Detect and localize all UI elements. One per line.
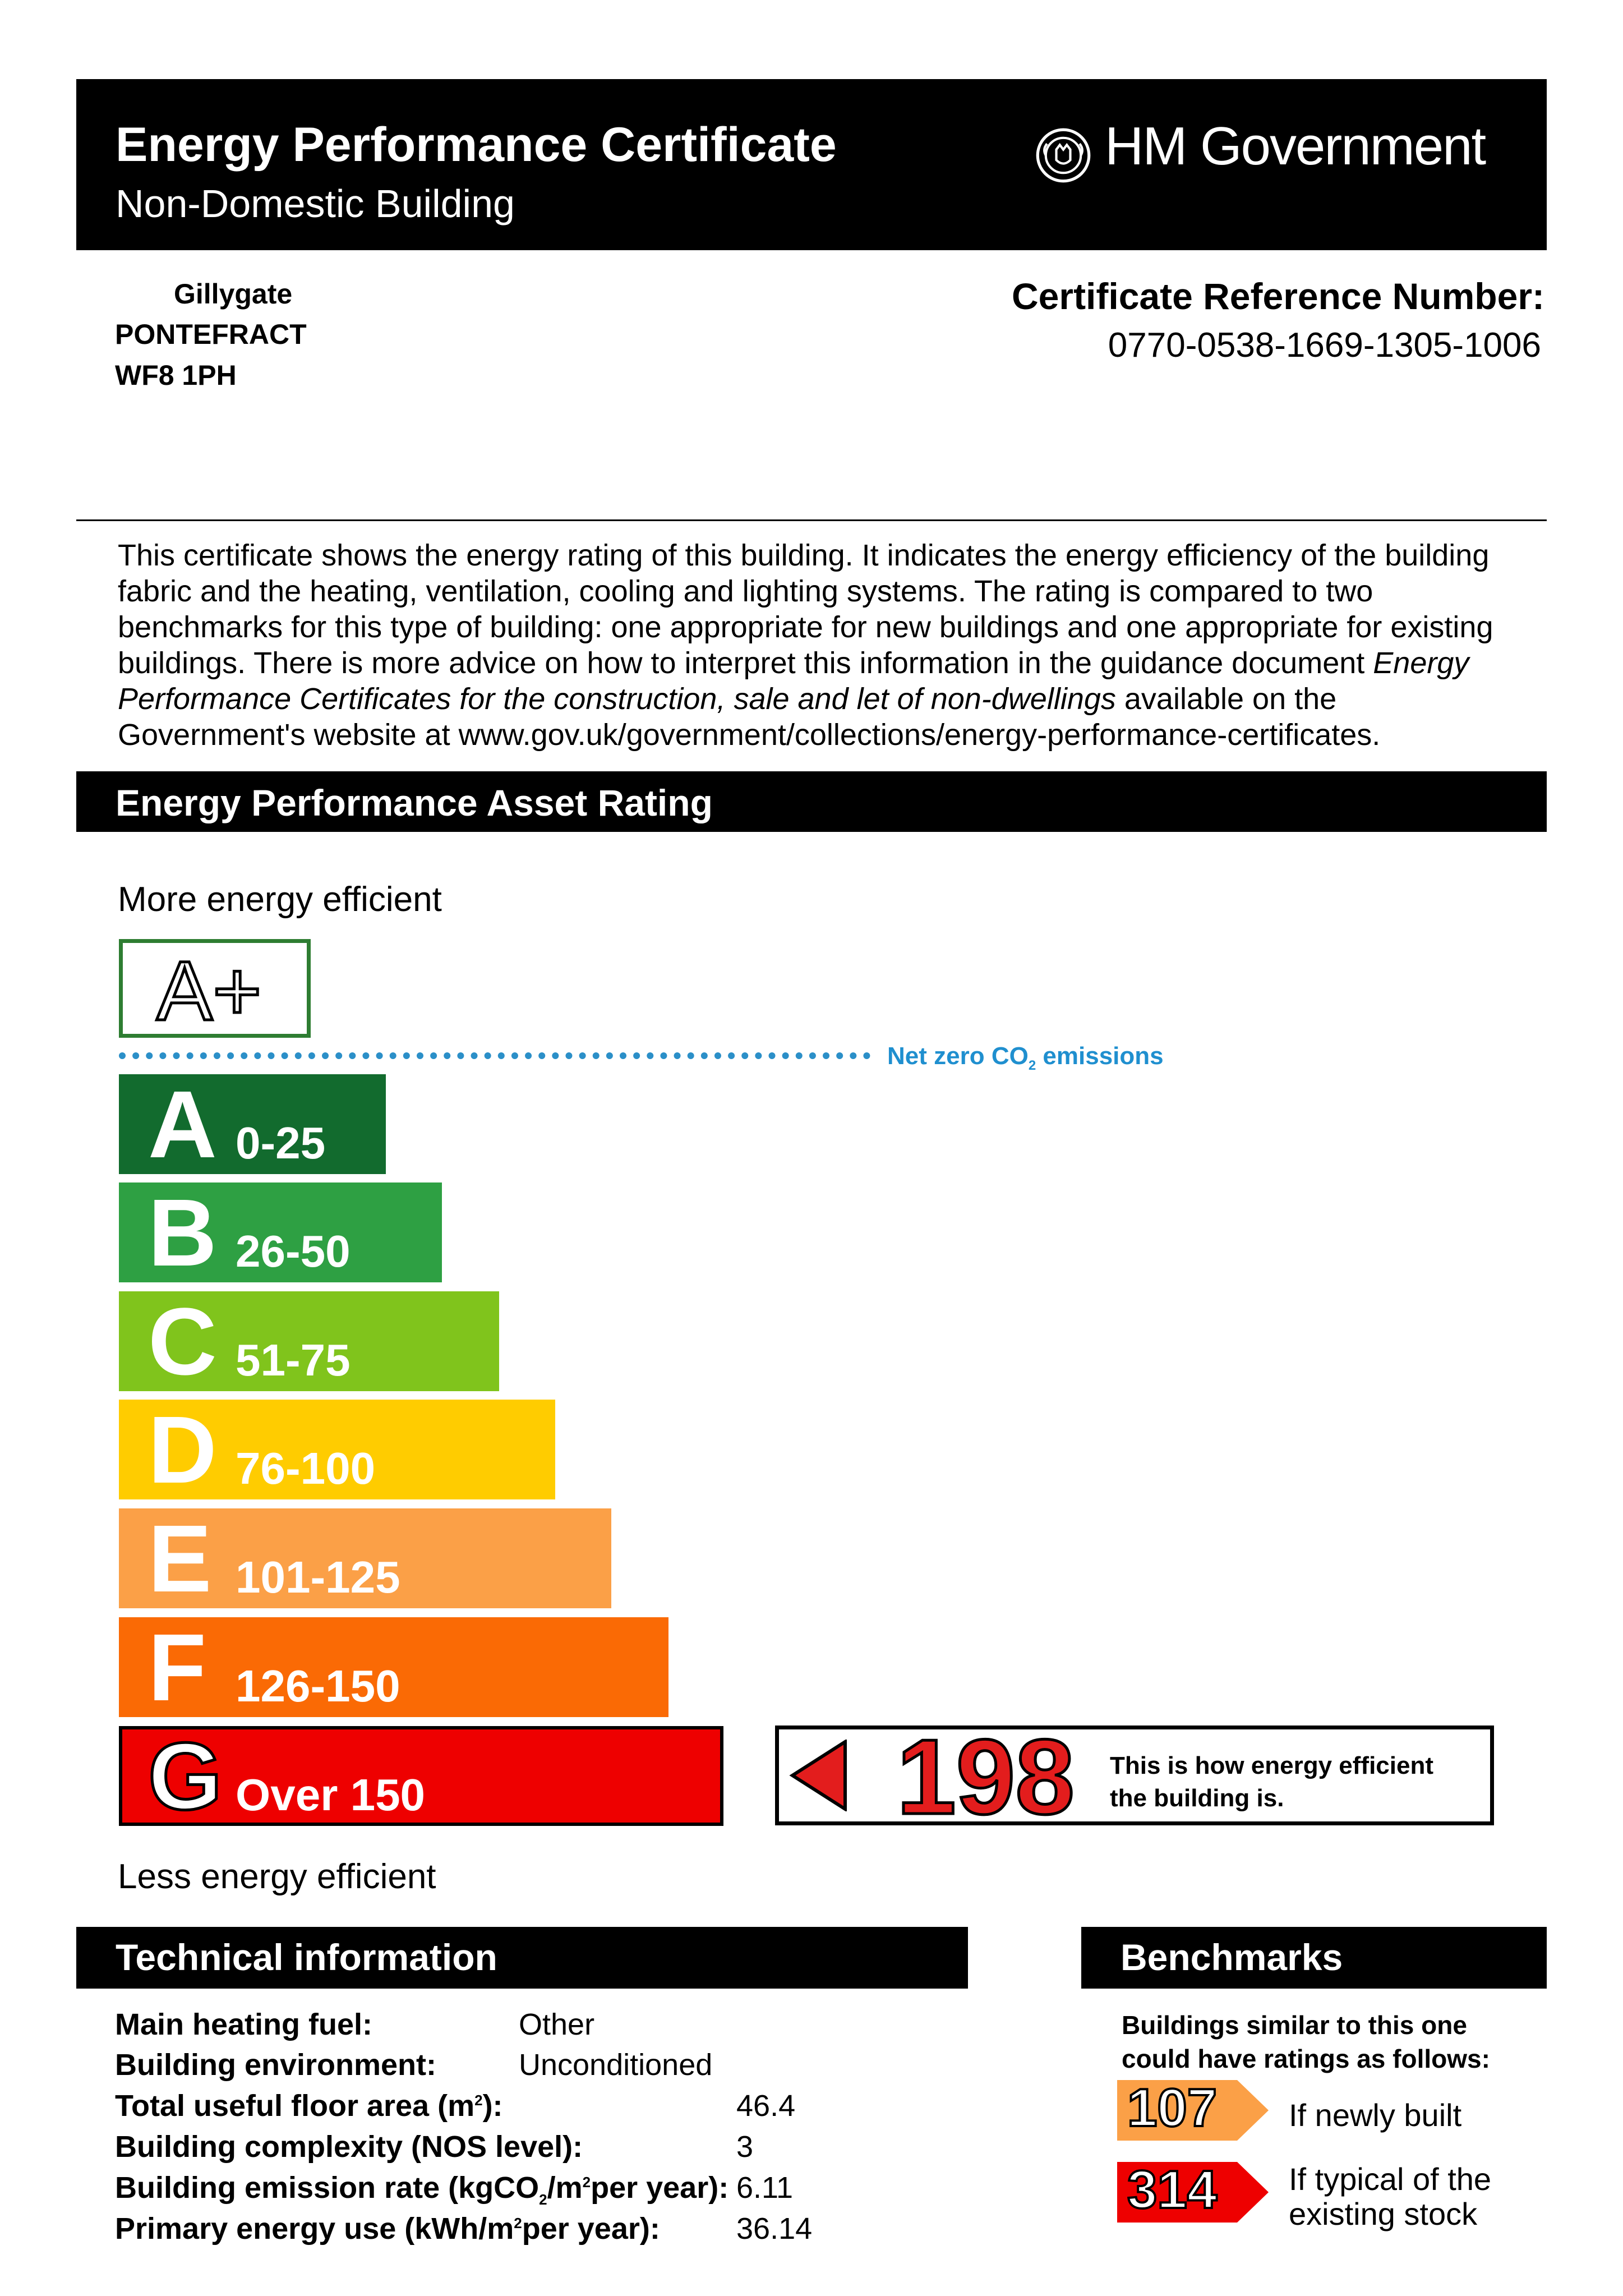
band-d [119,1397,555,1503]
intro-text-2: available on the Government's website at www.gov.uk/government/collections/energy-performance-certificates. [118,682,1381,752]
page-title: Energy Performance Certificate [116,118,837,172]
band-b [119,1180,442,1286]
band-letter: B [148,1180,217,1286]
benchmarks-heading-bar [1081,1927,1547,1989]
tech-row-floor-area [115,2088,796,2123]
certificate-reference-label: Certificate Reference Number: [1012,275,1544,317]
header-bar [76,79,1547,250]
band-range: 26-50 [236,1226,351,1276]
divider [76,519,1547,521]
benchmark-new-label: If newly built [1289,2097,1462,2133]
benchmarks-intro: Buildings similar to this one could have ratings as follows: [1122,2010,1490,2073]
tech-value: Other [519,2008,595,2041]
technical-heading-bar [76,1927,968,1989]
tech-value: 46.4 [736,2089,796,2123]
band-a-plus-label: A+ [156,944,262,1038]
less-efficient-label: Less energy efficient [118,1857,436,1896]
current-rating-value: 198 [897,1718,1075,1837]
tech-row-primary-energy [115,2211,813,2246]
certificate-reference-number: 0770-0538-1669-1305-1006 [1108,326,1541,365]
rating-arrow-icon [789,1740,851,1811]
band-letter: G [148,1723,223,1830]
benchmark-new-value: 107 [1127,2078,1218,2138]
tech-key: Building environment: [115,2048,436,2082]
hm-government-logo: HM Government [1105,116,1486,176]
band-c [119,1289,499,1395]
tech-row-heating-fuel [115,2007,595,2042]
band-range: Over 150 [236,1770,426,1820]
benchmarks-heading: Benchmarks [1121,1936,1343,1978]
address-line-3: WF8 1PH [115,360,237,391]
tech-key: Building complexity (NOS level): [115,2130,583,2164]
band-e [119,1506,611,1612]
more-efficient-label: More energy efficient [118,880,442,919]
intro-paragraph [118,537,1531,753]
asset-rating-heading-bar [76,771,1547,832]
page-subtitle: Non-Domestic Building [116,182,515,226]
intro-text-1: This certificate shows the energy rating of this building. It indicates the energy efficiency of the building fabric and the heating, ventilation, cooling and lighting systems. The rating is compared to two benchmarks for this type of building: one appropriate for new buildings and one appropriate for existing buildings. There is more advice on how to interpret this information in the guidance document [118,539,1493,680]
band-letter: C [148,1289,217,1395]
tech-row-complexity [115,2129,754,2164]
intro-document-title: Energy Performance Certificates for the construction, sale and let of non-dwellings [118,646,1469,716]
tech-key: Building emission rate ($kgCO_2/m^2per$ year): [115,2171,729,2208]
band-letter: F [148,1614,206,1721]
band-letter: D [148,1397,217,1503]
tech-value: Unconditioned [519,2048,713,2082]
tech-value: 36.14 [736,2212,813,2246]
band-letter: E [148,1506,212,1612]
band-a [119,1071,386,1178]
benchmark-existing-value: 314 [1127,2160,1218,2220]
asset-rating-heading: Energy Performance Asset Rating [116,782,713,823]
band-range: 51-75 [236,1335,351,1385]
benchmark-existing-label: If typical of the existing stock [1289,2161,1492,2231]
technical-heading: Technical information [116,1936,497,1978]
band-f [119,1614,668,1721]
net-zero-dotted-line [119,1052,870,1059]
band-range: 76-100 [236,1443,376,1493]
current-rating-box [775,1718,1494,1837]
tech-value: 6.11 [736,2171,794,2205]
tech-row-emission-rate [115,2170,794,2208]
tech-row-environment [115,2047,713,2082]
band-a-plus [119,939,311,1038]
address-line-2: PONTEFRACT [115,319,307,350]
band-letter: A [148,1071,217,1178]
net-zero-label: Net zero $CO_2$ emissions [887,1042,1164,1073]
tech-value: 3 [736,2130,754,2164]
tech-key: Primary energy use ($kWh/m^2per$ year): [115,2212,660,2246]
band-g [119,1723,723,1830]
current-rating-note: This is how energy efficient the building is. [1110,1752,1434,1812]
band-range: 0-25 [236,1118,326,1168]
tech-key: Total useful floor area $(m^2)$: [115,2089,503,2123]
band-range: 126-150 [236,1661,400,1711]
tech-key: Main heating fuel: [115,2008,372,2041]
band-range: 101-125 [236,1552,400,1602]
address-line-1: Gillygate [174,278,293,310]
